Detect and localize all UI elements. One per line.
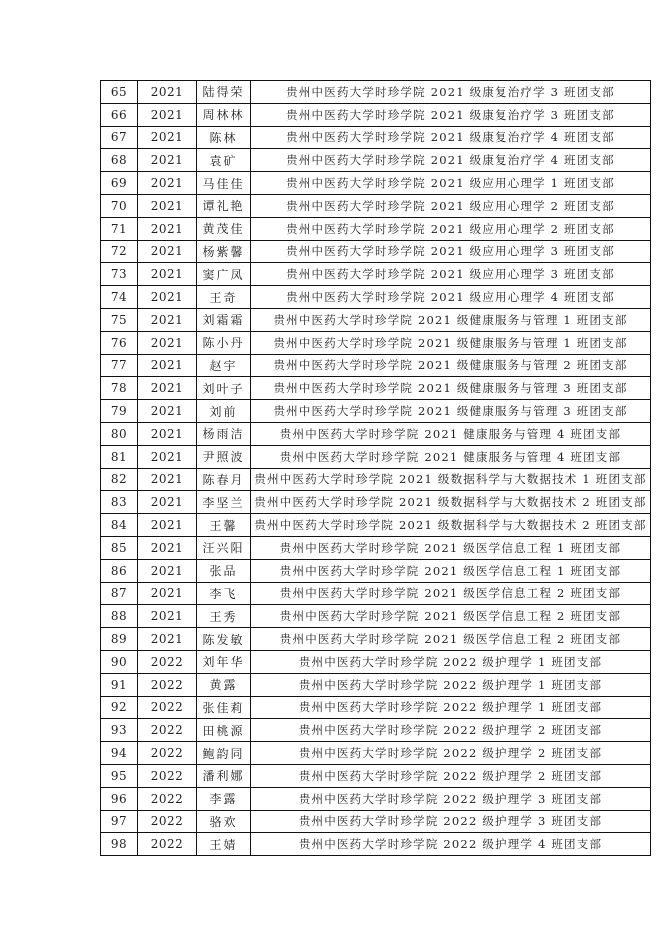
branch-name-cell: 贵州中医药大学时珍学院 2021 级应用心理学 2 班团支部 bbox=[251, 194, 651, 217]
branch-name-cell: 贵州中医药大学时珍学院 2021 级康复治疗学 4 班团支部 bbox=[251, 149, 651, 172]
table-row bbox=[101, 103, 651, 126]
branch-name-cell: 贵州中医药大学时珍学院 2021 级健康服务与管理 1 班团支部 bbox=[251, 331, 651, 354]
member-name-cell: 谭礼艳 bbox=[197, 194, 251, 217]
grade-year-cell: 2021 bbox=[138, 286, 197, 309]
grade-year-cell: 2021 bbox=[138, 217, 197, 240]
row-number-cell: 76 bbox=[101, 331, 138, 354]
member-name-cell: 李露 bbox=[197, 787, 251, 810]
member-name-cell: 汪兴阳 bbox=[197, 536, 251, 559]
member-name-cell: 黄露 bbox=[197, 673, 251, 696]
branch-name-cell: 贵州中医药大学时珍学院 2021 级健康服务与管理 3 班团支部 bbox=[251, 377, 651, 400]
branch-name-cell: 贵州中医药大学时珍学院 2021 级应用心理学 3 班团支部 bbox=[251, 263, 651, 286]
grade-year-cell: 2021 bbox=[138, 491, 197, 514]
row-number-cell: 78 bbox=[101, 377, 138, 400]
member-name-cell: 张佳莉 bbox=[197, 696, 251, 719]
table-row bbox=[101, 263, 651, 286]
grade-year-cell: 2022 bbox=[138, 650, 197, 673]
branch-name-cell: 贵州中医药大学时珍学院 2022 级护理学 2 班团支部 bbox=[251, 742, 651, 765]
row-number-cell: 80 bbox=[101, 422, 138, 445]
table-row bbox=[101, 172, 651, 195]
member-name-cell: 陈小丹 bbox=[197, 331, 251, 354]
grade-year-cell: 2021 bbox=[138, 605, 197, 628]
member-name-cell: 周林林 bbox=[197, 103, 251, 126]
grade-year-cell: 2021 bbox=[138, 149, 197, 172]
member-name-cell: 赵宇 bbox=[197, 354, 251, 377]
table-row bbox=[101, 605, 651, 628]
grade-year-cell: 2021 bbox=[138, 514, 197, 537]
member-table bbox=[100, 80, 651, 856]
branch-name-cell: 贵州中医药大学时珍学院 2022 级护理学 1 班团支部 bbox=[251, 650, 651, 673]
table-row bbox=[101, 491, 651, 514]
row-number-cell: 79 bbox=[101, 400, 138, 423]
table-row bbox=[101, 810, 651, 833]
grade-year-cell: 2021 bbox=[138, 422, 197, 445]
grade-year-cell: 2021 bbox=[138, 308, 197, 331]
member-name-cell: 刘霜霜 bbox=[197, 308, 251, 331]
member-name-cell: 袁矿 bbox=[197, 149, 251, 172]
table-row bbox=[101, 240, 651, 263]
branch-name-cell: 贵州中医药大学时珍学院 2021 级康复治疗学 3 班团支部 bbox=[251, 103, 651, 126]
row-number-cell: 73 bbox=[101, 263, 138, 286]
row-number-cell: 81 bbox=[101, 445, 138, 468]
table-row bbox=[101, 149, 651, 172]
member-name-cell: 骆欢 bbox=[197, 810, 251, 833]
row-number-cell: 91 bbox=[101, 673, 138, 696]
table-row bbox=[101, 582, 651, 605]
row-number-cell: 84 bbox=[101, 514, 138, 537]
member-name-cell: 陈春月 bbox=[197, 468, 251, 491]
member-name-cell: 鲍韵同 bbox=[197, 742, 251, 765]
grade-year-cell: 2021 bbox=[138, 559, 197, 582]
row-number-cell: 68 bbox=[101, 149, 138, 172]
table-row bbox=[101, 833, 651, 856]
table-row bbox=[101, 628, 651, 651]
member-name-cell: 田桃源 bbox=[197, 719, 251, 742]
member-name-cell: 潘利娜 bbox=[197, 764, 251, 787]
table-row bbox=[101, 559, 651, 582]
table-row bbox=[101, 673, 651, 696]
branch-name-cell: 贵州中医药大学时珍学院 2021 级医学信息工程 2 班团支部 bbox=[251, 605, 651, 628]
row-number-cell: 69 bbox=[101, 172, 138, 195]
row-number-cell: 98 bbox=[101, 833, 138, 856]
row-number-cell: 88 bbox=[101, 605, 138, 628]
grade-year-cell: 2022 bbox=[138, 810, 197, 833]
table-row bbox=[101, 217, 651, 240]
branch-name-cell: 贵州中医药大学时珍学院 2021 级健康服务与管理 3 班团支部 bbox=[251, 400, 651, 423]
grade-year-cell: 2021 bbox=[138, 126, 197, 149]
grade-year-cell: 2022 bbox=[138, 696, 197, 719]
branch-name-cell: 贵州中医药大学时珍学院 2021 级数据科学与大数据技术 2 班团支部 bbox=[251, 514, 651, 537]
grade-year-cell: 2021 bbox=[138, 354, 197, 377]
member-name-cell: 王奇 bbox=[197, 286, 251, 309]
branch-name-cell: 贵州中医药大学时珍学院 2021 健康服务与管理 4 班团支部 bbox=[251, 445, 651, 468]
grade-year-cell: 2022 bbox=[138, 787, 197, 810]
member-name-cell: 杨紫馨 bbox=[197, 240, 251, 263]
row-number-cell: 95 bbox=[101, 764, 138, 787]
table-row bbox=[101, 422, 651, 445]
member-name-cell: 马佳佳 bbox=[197, 172, 251, 195]
branch-name-cell: 贵州中医药大学时珍学院 2021 级医学信息工程 1 班团支部 bbox=[251, 536, 651, 559]
branch-name-cell: 贵州中医药大学时珍学院 2021 级数据科学与大数据技术 2 班团支部 bbox=[251, 491, 651, 514]
member-name-cell: 李坚兰 bbox=[197, 491, 251, 514]
branch-name-cell: 贵州中医药大学时珍学院 2021 级应用心理学 2 班团支部 bbox=[251, 217, 651, 240]
branch-name-cell: 贵州中医药大学时珍学院 2022 级护理学 1 班团支部 bbox=[251, 673, 651, 696]
row-number-cell: 94 bbox=[101, 742, 138, 765]
table-row bbox=[101, 286, 651, 309]
grade-year-cell: 2022 bbox=[138, 719, 197, 742]
member-name-cell: 王婧 bbox=[197, 833, 251, 856]
branch-name-cell: 贵州中医药大学时珍学院 2021 级应用心理学 3 班团支部 bbox=[251, 240, 651, 263]
branch-name-cell: 贵州中医药大学时珍学院 2021 级医学信息工程 2 班团支部 bbox=[251, 582, 651, 605]
row-number-cell: 92 bbox=[101, 696, 138, 719]
table-row bbox=[101, 696, 651, 719]
grade-year-cell: 2021 bbox=[138, 103, 197, 126]
member-table-body bbox=[101, 81, 651, 856]
row-number-cell: 71 bbox=[101, 217, 138, 240]
grade-year-cell: 2022 bbox=[138, 833, 197, 856]
member-name-cell: 陈林 bbox=[197, 126, 251, 149]
member-name-cell: 李飞 bbox=[197, 582, 251, 605]
grade-year-cell: 2022 bbox=[138, 742, 197, 765]
branch-name-cell: 贵州中医药大学时珍学院 2022 级护理学 1 班团支部 bbox=[251, 696, 651, 719]
grade-year-cell: 2021 bbox=[138, 194, 197, 217]
row-number-cell: 86 bbox=[101, 559, 138, 582]
grade-year-cell: 2021 bbox=[138, 582, 197, 605]
grade-year-cell: 2021 bbox=[138, 536, 197, 559]
table-row bbox=[101, 81, 651, 104]
branch-name-cell: 贵州中医药大学时珍学院 2022 级护理学 2 班团支部 bbox=[251, 719, 651, 742]
row-number-cell: 77 bbox=[101, 354, 138, 377]
row-number-cell: 72 bbox=[101, 240, 138, 263]
member-name-cell: 刘前 bbox=[197, 400, 251, 423]
grade-year-cell: 2021 bbox=[138, 445, 197, 468]
row-number-cell: 67 bbox=[101, 126, 138, 149]
branch-name-cell: 贵州中医药大学时珍学院 2021 级医学信息工程 2 班团支部 bbox=[251, 628, 651, 651]
table-row bbox=[101, 514, 651, 537]
row-number-cell: 90 bbox=[101, 650, 138, 673]
table-row bbox=[101, 787, 651, 810]
member-name-cell: 黄茂佳 bbox=[197, 217, 251, 240]
table-row bbox=[101, 308, 651, 331]
row-number-cell: 87 bbox=[101, 582, 138, 605]
grade-year-cell: 2021 bbox=[138, 377, 197, 400]
row-number-cell: 89 bbox=[101, 628, 138, 651]
table-row bbox=[101, 126, 651, 149]
table-row bbox=[101, 400, 651, 423]
member-name-cell: 张品 bbox=[197, 559, 251, 582]
branch-name-cell: 贵州中医药大学时珍学院 2021 级应用心理学 4 班团支部 bbox=[251, 286, 651, 309]
row-number-cell: 83 bbox=[101, 491, 138, 514]
row-number-cell: 93 bbox=[101, 719, 138, 742]
branch-name-cell: 贵州中医药大学时珍学院 2021 级康复治疗学 3 班团支部 bbox=[251, 81, 651, 104]
member-name-cell: 窦广凤 bbox=[197, 263, 251, 286]
table-row bbox=[101, 468, 651, 491]
branch-name-cell: 贵州中医药大学时珍学院 2022 级护理学 4 班团支部 bbox=[251, 833, 651, 856]
grade-year-cell: 2021 bbox=[138, 263, 197, 286]
member-name-cell: 杨雨洁 bbox=[197, 422, 251, 445]
row-number-cell: 96 bbox=[101, 787, 138, 810]
member-name-cell: 尹照波 bbox=[197, 445, 251, 468]
table-row bbox=[101, 536, 651, 559]
row-number-cell: 97 bbox=[101, 810, 138, 833]
grade-year-cell: 2021 bbox=[138, 400, 197, 423]
branch-name-cell: 贵州中医药大学时珍学院 2021 级数据科学与大数据技术 1 班团支部 bbox=[251, 468, 651, 491]
grade-year-cell: 2021 bbox=[138, 468, 197, 491]
grade-year-cell: 2022 bbox=[138, 673, 197, 696]
branch-name-cell: 贵州中医药大学时珍学院 2022 级护理学 2 班团支部 bbox=[251, 764, 651, 787]
table-row bbox=[101, 650, 651, 673]
row-number-cell: 75 bbox=[101, 308, 138, 331]
branch-name-cell: 贵州中医药大学时珍学院 2021 级应用心理学 1 班团支部 bbox=[251, 172, 651, 195]
member-name-cell: 王馨 bbox=[197, 514, 251, 537]
branch-name-cell: 贵州中医药大学时珍学院 2021 级康复治疗学 4 班团支部 bbox=[251, 126, 651, 149]
table-row bbox=[101, 445, 651, 468]
grade-year-cell: 2021 bbox=[138, 628, 197, 651]
member-name-cell: 陆得荣 bbox=[197, 81, 251, 104]
grade-year-cell: 2021 bbox=[138, 331, 197, 354]
member-name-cell: 刘年华 bbox=[197, 650, 251, 673]
branch-name-cell: 贵州中医药大学时珍学院 2021 级健康服务与管理 1 班团支部 bbox=[251, 308, 651, 331]
member-name-cell: 王秀 bbox=[197, 605, 251, 628]
table-row bbox=[101, 719, 651, 742]
row-number-cell: 85 bbox=[101, 536, 138, 559]
table-row bbox=[101, 742, 651, 765]
grade-year-cell: 2021 bbox=[138, 172, 197, 195]
branch-name-cell: 贵州中医药大学时珍学院 2022 级护理学 3 班团支部 bbox=[251, 787, 651, 810]
row-number-cell: 74 bbox=[101, 286, 138, 309]
branch-name-cell: 贵州中医药大学时珍学院 2022 级护理学 3 班团支部 bbox=[251, 810, 651, 833]
member-name-cell: 刘叶子 bbox=[197, 377, 251, 400]
branch-name-cell: 贵州中医药大学时珍学院 2021 级医学信息工程 1 班团支部 bbox=[251, 559, 651, 582]
member-name-cell: 陈发敏 bbox=[197, 628, 251, 651]
row-number-cell: 70 bbox=[101, 194, 138, 217]
table-row bbox=[101, 764, 651, 787]
table-row bbox=[101, 354, 651, 377]
table-row bbox=[101, 377, 651, 400]
table-row bbox=[101, 194, 651, 217]
grade-year-cell: 2021 bbox=[138, 81, 197, 104]
row-number-cell: 65 bbox=[101, 81, 138, 104]
branch-name-cell: 贵州中医药大学时珍学院 2021 级健康服务与管理 2 班团支部 bbox=[251, 354, 651, 377]
branch-name-cell: 贵州中医药大学时珍学院 2021 健康服务与管理 4 班团支部 bbox=[251, 422, 651, 445]
row-number-cell: 66 bbox=[101, 103, 138, 126]
row-number-cell: 82 bbox=[101, 468, 138, 491]
table-row bbox=[101, 331, 651, 354]
grade-year-cell: 2022 bbox=[138, 764, 197, 787]
grade-year-cell: 2021 bbox=[138, 240, 197, 263]
